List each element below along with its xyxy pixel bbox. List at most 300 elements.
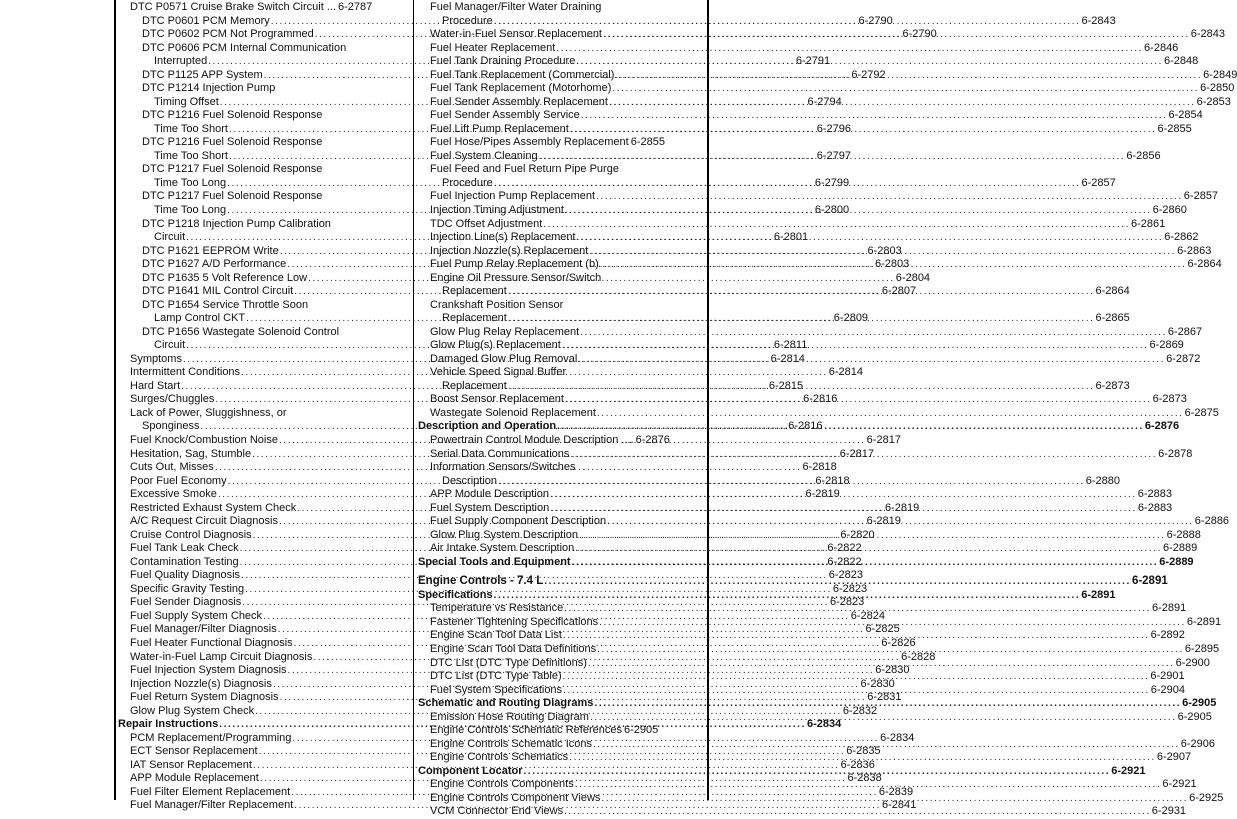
toc-entry	[118, 1, 373, 15]
toc-entry-title: Injection Timing Adjustment	[430, 203, 564, 216]
toc-entry-title: DTC P1654 Service Throttle Soon	[142, 298, 309, 311]
toc-page-number: 6-2891	[1151, 602, 1187, 615]
dot-leader	[543, 218, 1130, 232]
toc-page-number: 6-2790	[902, 28, 937, 41]
toc-page-number: 6-2921	[1111, 764, 1146, 777]
dot-leader	[601, 792, 1188, 806]
dot-leader	[599, 616, 1186, 630]
toc-page-number: 6-2886	[1194, 515, 1230, 528]
toc-entry	[118, 82, 353, 96]
toc-entry	[118, 326, 353, 340]
toc-entry-title: Fuel System Specifications	[430, 683, 563, 696]
toc-entry	[418, 41, 1179, 56]
toc-entry-title: Fuel Tank Leak Check	[130, 542, 239, 555]
toc-entry	[118, 190, 353, 204]
toc-page-number: 6-2799	[814, 176, 850, 189]
toc-entry-title: DTC P1217 Fuel Solenoid Response	[142, 163, 323, 176]
toc-entry-title: Excessive Smoke	[130, 488, 217, 501]
toc-page-number: 6-2819	[805, 488, 840, 501]
toc-entry-title: Time Too Long	[154, 203, 227, 216]
toc-entry	[418, 136, 665, 150]
toc-entry-title: Injection Nozzle(s) Replacement	[430, 244, 589, 257]
toc-entry-title: Cruise Control Diagnosis	[130, 528, 252, 541]
toc-page-number: 6-2791	[795, 55, 831, 68]
dot-leader	[575, 542, 1162, 556]
toc-page-number: 6-2854	[1168, 109, 1203, 122]
toc-entry-title: Circuit	[154, 339, 186, 352]
toc-entry-title: Surges/Chuggles	[130, 393, 215, 406]
toc-page-number: 6-2925	[1189, 791, 1224, 804]
toc-entry-title: Fuel Filter Element Replacement	[130, 785, 291, 798]
toc-entry-title: Specifications	[418, 588, 493, 601]
toc-entry-title: DTC P0606 PCM Internal Communication	[142, 41, 347, 54]
toc-entry-title: Engine Controls Components	[430, 778, 574, 791]
toc-entry-title: Crankshaft Position Sensor	[430, 298, 564, 311]
toc-entry	[418, 406, 1219, 421]
toc-page-number: 6-2855	[630, 136, 665, 149]
toc-page-number: 6-2800	[814, 203, 850, 216]
toc-page-number: 6-2876	[635, 434, 670, 446]
toc-entry	[418, 217, 1166, 232]
toc-entry-title: Fuel Tank Replacement (Commercial)	[430, 68, 615, 81]
toc-entry-title: Hard Start	[130, 379, 181, 392]
toc-entry-title: Vehicle Speed Signal Buffer	[430, 366, 567, 379]
toc-entry	[118, 109, 353, 123]
dot-leader	[539, 150, 1126, 164]
dot-leader	[615, 69, 1202, 83]
toc-page-number: 6-2814	[770, 352, 805, 365]
dot-leader	[581, 109, 1168, 123]
toc-entry-title: Glow Plug System Description	[430, 528, 578, 541]
toc-entry-title: Water-in-Fuel Sensor Replacement	[430, 28, 602, 41]
toc-page-number: 6-2862	[1164, 231, 1199, 244]
toc-entry-title: Circuit	[154, 231, 186, 244]
toc-entry	[418, 82, 1235, 96]
toc-entry-title: Hesitation, Sag, Stumble	[130, 447, 252, 460]
toc-entry	[118, 136, 353, 150]
toc-entry-title: Fuel Hose/Pipes Assembly Replacement	[430, 136, 629, 149]
toc-entry-title: Engine Controls Schematics	[430, 751, 569, 764]
dot-leader	[594, 697, 1181, 711]
toc-entry-title: Fuel System Cleaning	[430, 149, 538, 162]
toc-page-number: 6-2906	[1180, 737, 1215, 750]
toc-page-number: 6-2921	[1162, 778, 1197, 791]
toc-page-number: 6-2863	[1177, 244, 1212, 257]
toc-entry-title: Engine Scan Tool Data Definitions	[430, 642, 597, 655]
toc-entry-title: Replacement	[442, 312, 507, 325]
toc-entry-title: APP Module Replacement	[130, 772, 259, 785]
toc-entry-title: Engine Controls Schematic References	[430, 724, 622, 737]
toc-entry-title: DTC List (DTC Type Table)	[430, 670, 562, 683]
toc-page-number: 6-2875	[1184, 406, 1219, 419]
toc-page-number: 6-2883	[1137, 501, 1173, 514]
toc-page-number: 6-2905	[1182, 697, 1217, 710]
toc-entry-title: Symptoms	[130, 352, 182, 365]
dot-leader	[494, 15, 1081, 29]
toc-page-number: 6-2904	[1150, 683, 1186, 696]
toc-page-number: 6-2822	[827, 555, 862, 568]
toc-entry-title: Time Too Short	[154, 149, 228, 162]
toc-page-number: 6-2814	[828, 366, 864, 379]
toc-entry-title: Injection Nozzle(s) Diagnosis	[130, 677, 272, 690]
dot-leader	[578, 353, 1165, 367]
toc-page-number: 6-2835	[846, 745, 881, 758]
toc-entry-title: Temperature vs Resistance	[430, 602, 564, 615]
toc-page-number: 6-2807	[881, 285, 917, 298]
toc-entry-title: Repair Instructions	[118, 718, 219, 731]
dot-leader	[563, 670, 1150, 684]
toc-entry-title: Intermittent Conditions	[130, 366, 241, 379]
toc-page-number: 6-2857	[1081, 176, 1116, 189]
toc-page-number: 6-2861	[1131, 217, 1166, 230]
toc-entry-title: Fuel Return System Diagnosis	[130, 691, 279, 704]
toc-entry	[418, 272, 654, 286]
toc-entry	[418, 434, 670, 448]
dot-leader	[596, 190, 1183, 204]
toc-page-number: 6-2865	[1095, 312, 1130, 325]
toc-entry	[418, 366, 654, 380]
dot-leader	[612, 82, 1199, 96]
toc-entry-title: Fuel Manager/Filter Water Draining	[430, 1, 602, 13]
toc-entry-title: DTC P1217 Fuel Solenoid Response	[142, 190, 323, 203]
dot-leader	[572, 556, 1159, 570]
toc-page-number: 6-2815	[768, 379, 804, 392]
toc-entry-title: TDC Offset Adjustment	[430, 217, 543, 230]
toc-page-number: 6-2880	[1085, 474, 1120, 487]
toc-page-number: 6-2818	[815, 474, 850, 487]
dot-leader	[550, 502, 1137, 516]
toc-page-number: 6-2816	[788, 420, 823, 433]
toc-page-number: 6-2817	[866, 434, 901, 446]
toc-entry-title: Emission Hose Routing Diagram	[430, 710, 589, 723]
toc-page-number: 6-2818	[802, 461, 837, 474]
toc-entry-title: Poor Fuel Economy	[130, 474, 227, 487]
toc-entry-title: Fuel Supply Component Description	[430, 515, 607, 528]
toc-entry-title: Lack of Power, Sluggishness, or	[130, 406, 287, 419]
toc-entry-title: Timing Offset	[154, 95, 219, 108]
toc-entry-title: APP Module Description	[430, 488, 550, 501]
toc-entry-title: Fuel Manager/Filter Diagnosis	[130, 623, 277, 636]
dot-leader	[524, 765, 1111, 779]
toc-entry-title: A/C Request Circuit Diagnosis	[130, 515, 278, 528]
toc-page-number: 6-2860	[1152, 203, 1187, 216]
toc-page-number: 6-2907	[1156, 751, 1192, 764]
toc-page-number: 6-2839	[878, 785, 914, 798]
toc-page-number: 6-2850	[1200, 82, 1235, 95]
toc-entry-title: Fuel Pump Relay Replacement (b)	[430, 258, 599, 271]
toc-entry-title: Component Locator	[418, 764, 523, 777]
toc-page-number: 6-2834	[880, 731, 915, 744]
dot-leader	[593, 738, 1180, 752]
dot-leader	[508, 380, 1095, 394]
toc-entry-title: Air Intake System Description	[430, 542, 575, 555]
toc-page-number: 6-2836	[840, 758, 875, 771]
dot-leader	[590, 711, 1177, 725]
toc-entry-title: DTC P1216 Fuel Solenoid Response	[142, 136, 323, 149]
toc-page-number: 6-2801	[773, 231, 809, 244]
toc-page-number: 6-2824	[850, 609, 886, 622]
toc-entry-title: Engine Controls - 7.4 L	[418, 575, 544, 588]
toc-page-number: 6-2830	[860, 677, 895, 690]
toc-page-number: 6-2790	[858, 14, 893, 27]
toc-page-number: 6-2855	[1157, 122, 1192, 135]
toc-entry-title: Fuel Lift Pump Replacement	[430, 122, 569, 135]
toc-entry-title: DTC P1218 Injection Pump Calibration	[142, 217, 331, 230]
toc-page-number: 6-2843	[1190, 28, 1225, 41]
toc-entry-title: Glow Plug System Check	[130, 704, 255, 717]
dot-leader	[600, 258, 1187, 272]
toc-page-number: 6-2823	[832, 582, 868, 595]
toc-entry	[418, 1, 654, 15]
dot-leader	[609, 96, 1196, 110]
toc-entry	[418, 461, 654, 475]
toc-entry-title: Wastegate Solenoid Replacement	[430, 406, 596, 419]
toc-entry-title: Fuel Sender Assembly Replacement	[430, 95, 608, 108]
toc-page-number: 6-2876	[1144, 420, 1180, 433]
toc-page-number: 6-2843	[1081, 14, 1116, 27]
toc-page-number: 6-2830	[875, 664, 910, 677]
toc-entry-title: Engine Controls Component Views	[430, 791, 601, 804]
toc-entry-title: Engine Controls Schematic Icons	[430, 737, 593, 750]
dot-leader	[570, 123, 1157, 137]
toc-page-number: 6-2792	[851, 68, 886, 81]
toc-entry-title: Fuel Heater Functional Diagnosis	[130, 636, 293, 649]
toc-entry-title: Fuel Tank Replacement (Motorhome)	[430, 82, 612, 95]
toc-page-number: 6-2872	[1166, 352, 1201, 365]
toc-entry-title: Procedure	[442, 176, 493, 189]
dot-leader	[579, 529, 1166, 543]
toc-page-number: 6-2864	[1187, 258, 1222, 271]
dot-leader	[557, 420, 1144, 434]
toc-page-number: 6-2848	[1164, 55, 1199, 68]
dot-leader	[494, 589, 1081, 603]
toc-page-number: 6-2889	[1162, 542, 1198, 555]
toc-entry-title: Information Sensors/Switches	[430, 461, 576, 474]
toc-entry-title: Special Tools and Equipment	[418, 555, 571, 568]
toc-entry-title: Interrupted	[154, 55, 208, 68]
toc-entry-title: Fuel Sender Diagnosis	[130, 596, 242, 609]
toc-page-number: 6-2864	[1095, 285, 1130, 298]
toc-entry-title: DTC P1214 Injection Pump	[142, 82, 276, 95]
toc-page-number: 6-2826	[881, 636, 916, 649]
toc-entry-title: Fuel Quality Diagnosis	[130, 569, 241, 582]
toc-entry-title: Glow Plug(s) Replacement	[430, 339, 561, 352]
toc-page-number: 6-2820	[840, 528, 875, 541]
toc-entry-title: DTC P1656 Wastegate Solenoid Control	[142, 325, 340, 338]
toc-entry-title: Fastener Tightening Specifications	[430, 615, 599, 628]
toc-entry	[118, 218, 353, 232]
dot-leader	[498, 475, 1085, 489]
toc-page-number: 6-2819	[866, 515, 901, 528]
toc-entry-title: Fuel Manager/Filter Replacement	[130, 799, 294, 812]
toc-entry-title: Specific Gravity Testing	[130, 582, 245, 595]
toc-page-number: 6-2891	[1186, 615, 1222, 628]
toc-entry	[118, 163, 353, 177]
toc-entry-title: Time Too Long	[154, 176, 227, 189]
toc-entry-title: PCM Replacement/Programming	[130, 731, 292, 744]
toc-entry-title: Procedure	[442, 14, 493, 27]
toc-page-number: 6-2823	[830, 596, 865, 609]
toc-entry-title: Damaged Glow Plug Removal	[430, 352, 578, 365]
toc-entry-title: DTC P1635 5 Volt Reference Low	[142, 271, 308, 284]
dot-leader	[544, 575, 1131, 589]
toc-entry-title: Water-in-Fuel Lamp Circuit Diagnosis	[130, 650, 313, 663]
toc-entry-title: DTC P1125 APP System	[142, 68, 263, 81]
toc-entry-title: Engine Oil Pressure Sensor/Switch	[430, 271, 602, 284]
toc-entry-title: Serial Data Communications	[430, 447, 570, 460]
dot-leader	[575, 778, 1162, 792]
toc-entry-title: Engine Scan Tool Data List	[430, 629, 562, 642]
toc-page-number: 6-2823	[828, 569, 864, 582]
toc-entry-title: Replacement	[442, 379, 507, 392]
toc-entry	[418, 109, 1203, 123]
toc-page-number: 6-2817	[839, 447, 875, 460]
toc-page-number: 6-2794	[807, 95, 842, 108]
toc-page-number: 6-2883	[1137, 488, 1172, 501]
toc-entry-title: Description	[442, 474, 498, 487]
dot-leader	[564, 805, 1151, 819]
toc-entry-title: Fuel Injection System Diagnosis	[130, 664, 287, 677]
toc-page-number: 6-2796	[816, 122, 851, 135]
toc-page-number: 6-2900	[1175, 656, 1210, 669]
dot-leader	[508, 312, 1095, 326]
left-border-line	[114, 0, 116, 800]
toc-page-number: 6-2869	[1149, 339, 1184, 352]
toc-entry-title: Cuts Out, Misses	[130, 461, 214, 474]
toc-entry-title: Fuel Injection Pump Replacement	[430, 190, 596, 203]
toc-page-number: 6-2819	[885, 501, 920, 514]
toc-entry-title: Lamp Control CKT	[154, 312, 246, 325]
toc-page-number: 6-2878	[1158, 447, 1193, 460]
toc-page-number: 6-2857	[1183, 190, 1219, 203]
toc-entry-title: IAT Sensor Replacement	[130, 758, 252, 771]
toc-page-number: 6-2831	[867, 691, 902, 704]
toc-entry	[418, 724, 659, 738]
dot-leader	[589, 245, 1176, 259]
dot-leader	[588, 657, 1175, 671]
toc-page-number: 6-2931	[1151, 805, 1187, 818]
toc-entry-title: Contamination Testing	[130, 555, 239, 568]
toc-entry-title: DTC P1641 MIL Control Circuit	[142, 285, 294, 298]
toc-page-number: 6-2873	[1152, 393, 1187, 406]
dot-leader	[494, 177, 1081, 191]
dot-leader	[597, 643, 1184, 657]
toc-page-number: 6-2892	[1150, 629, 1185, 642]
toc-entry	[418, 190, 1219, 204]
toc-entry-title: Fuel Supply System Check	[130, 609, 263, 622]
dot-leader	[508, 285, 1095, 299]
dot-leader	[607, 515, 1194, 529]
toc-page-number: 6-2888	[1166, 528, 1201, 541]
dot-leader	[603, 28, 1190, 42]
toc-entry-title: DTC P0602 PCM Not Programmed	[142, 28, 314, 41]
dot-leader	[550, 488, 1137, 502]
dot-leader	[597, 407, 1184, 421]
dot-leader	[565, 204, 1152, 218]
toc-entry-title: Replacement	[442, 285, 507, 298]
toc-page-number: 6-2825	[865, 623, 900, 636]
toc-entry-title: Sponginess	[142, 420, 200, 433]
toc-entry	[418, 325, 1203, 340]
dot-leader	[564, 602, 1151, 616]
toc-page-number: 6-2889	[1159, 555, 1194, 568]
toc-entry-title: Powertrain Control Module Description ....	[430, 434, 634, 446]
toc-page-number: 6-2804	[895, 271, 931, 284]
toc-page-number: 6-2803	[875, 258, 910, 271]
toc-entry-title: Description and Operation	[418, 420, 557, 433]
toc-entry-title: Fuel Tank Draining Procedure	[430, 55, 576, 68]
dot-leader	[577, 231, 1164, 245]
toc-page-number: 6-2834	[806, 718, 842, 731]
dot-leader	[570, 448, 1157, 462]
toc-entry-title: Fuel Knock/Combustion Noise	[130, 434, 278, 446]
toc-page-number: 6-2797	[816, 149, 851, 162]
toc-entry	[118, 42, 353, 56]
toc-entry-title: Fuel System Description	[430, 501, 550, 514]
toc-page-number: 6-2803	[867, 244, 902, 257]
toc-entry-title: DTC P1216 Fuel Solenoid Response	[142, 109, 323, 122]
toc-entry	[418, 299, 654, 313]
toc-page-number: 6-2853	[1196, 95, 1231, 108]
toc-entry-title: Glow Plug Relay Replacement	[430, 325, 580, 338]
toc-entry-title: Fuel Heater Replacement	[430, 41, 556, 54]
toc-entry-title: DTC P0571 Cruise Brake Switch Circuit ...	[130, 1, 337, 13]
toc-entry	[118, 299, 353, 313]
toc-entry-title: DTC P1621 EEPROM Write	[142, 244, 279, 257]
dot-leader	[563, 684, 1150, 698]
toc-entry-title: Fuel Feed and Fuel Return Pipe Purge	[430, 163, 619, 176]
toc-entry	[418, 163, 654, 177]
toc-page-number: 6-2895	[1184, 642, 1220, 655]
toc-page-number: 6-2822	[827, 542, 862, 555]
toc-entry-title: ECT Sensor Replacement	[130, 745, 258, 758]
toc-page-number: 6-2849	[1203, 68, 1237, 81]
toc-entry-title: DTC P1627 A/D Performance	[142, 258, 287, 271]
toc-entry-title: DTC List (DTC Type Definitions)	[430, 656, 587, 669]
toc-page-number: 6-2901	[1150, 670, 1185, 683]
toc-entry-title: Restricted Exhaust System Check	[130, 501, 297, 514]
toc-page-number: 6-2891	[1081, 588, 1116, 601]
toc-entry-title: DTC P0601 PCM Memory	[142, 14, 270, 27]
toc-page-number: 6-2809	[833, 312, 869, 325]
toc-page-number: 6-2873	[1095, 379, 1130, 392]
toc-entry	[118, 407, 353, 421]
toc-page-number: 6-2846	[1144, 41, 1179, 54]
dot-leader	[569, 751, 1156, 765]
dot-leader	[576, 55, 1163, 69]
toc-page-number: 6-2828	[901, 650, 936, 663]
dot-leader	[563, 629, 1150, 643]
toc-page-number: 6-2905	[623, 724, 659, 737]
toc-page-number: 6-2816	[803, 393, 838, 406]
toc-page-number: 6-2841	[881, 799, 917, 812]
dot-leader	[580, 326, 1167, 340]
dot-leader	[565, 393, 1152, 407]
toc-page-number: 6-2905	[1177, 710, 1212, 723]
toc-page-number: 6-2891	[1131, 575, 1168, 588]
toc-entry-title: Boost Sensor Replacement	[430, 393, 564, 406]
toc-entry-title: Fuel Sender Assembly Service	[430, 109, 580, 122]
toc-page-number: 6-2856	[1126, 149, 1161, 162]
dot-leader	[562, 339, 1149, 353]
toc-page-number: 6-2867	[1167, 325, 1203, 338]
dot-leader	[556, 42, 1143, 56]
toc-entry-title: Injection Line(s) Replacement	[430, 231, 576, 244]
toc-page-number: 6-2811	[773, 339, 808, 352]
toc-page-number: 6-2832	[842, 704, 878, 717]
toc-entry-title: VCM Connector End Views	[430, 805, 564, 818]
toc-entry-title: Schematic and Routing Diagrams	[418, 697, 594, 710]
